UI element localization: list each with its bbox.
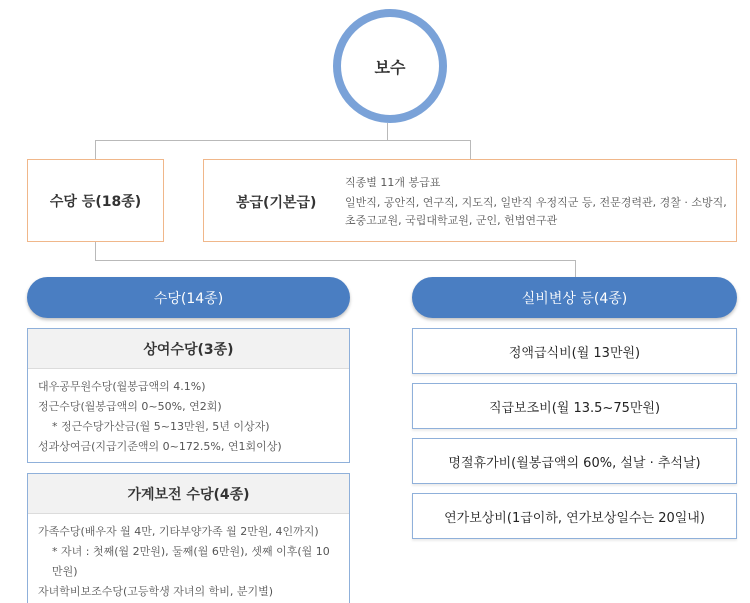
household-allowance-title-bar [28, 474, 349, 514]
salary-box-details [345, 174, 727, 230]
list-item: 대우공무원수당(월봉급액의 4.1%) [38, 380, 206, 393]
connector-to-salary [470, 140, 471, 160]
bonus-allowance-title: 상여수당(3종) [143, 341, 234, 358]
bonus-allowance-panel [27, 328, 350, 463]
expense-header-label: 실비변상 등(4종) [521, 290, 628, 307]
connector-root-down [387, 123, 388, 140]
annual-leave-compensation-label: 연가보상비(1급이하, 연가보상일수는 20일내) [444, 510, 705, 526]
root-node-circle [333, 9, 447, 123]
position-support-box [412, 383, 737, 429]
connector-to-right-header [575, 260, 576, 277]
meal-allowance-box [412, 328, 737, 374]
salary-occupations-line1: 일반직, 공안직, 연구직, 지도직, 일반직 우정직군 등, 전문경력관, 경찰 · 소방직, [345, 196, 727, 209]
connector-mid-horizontal [95, 260, 576, 261]
expense-header-pill [412, 277, 737, 318]
list-item: * 정근수당가산금(월 5~13만원, 5년 이상자) [52, 420, 270, 433]
root-node-label: 보수 [374, 57, 406, 77]
household-allowance-list [28, 514, 349, 602]
bonus-allowance-list [28, 369, 349, 457]
holiday-bonus-box [412, 438, 737, 484]
annual-leave-compensation-box [412, 493, 737, 539]
meal-allowance-label: 정액급식비(월 13만원) [508, 345, 641, 361]
allowance-header-pill [27, 277, 350, 318]
household-allowance-panel [27, 473, 350, 603]
list-item: 성과상여금(지급기준액의 0~172.5%, 연1회이상) [38, 440, 282, 453]
list-item: * 자녀 : 첫째(월 2만원), 둘째(월 6만원), 셋째 이후(월 10만원) [52, 545, 330, 578]
allowance-box-label: 수당 등(18종) [49, 193, 142, 210]
connector-to-allowance [95, 140, 96, 160]
salary-table-count: 직종별 11개 봉급표 [345, 176, 441, 189]
salary-occupations-line2: 초중고교원, 국립대학교원, 군인, 헌법연구관 [345, 214, 558, 227]
list-item: 자녀학비보조수당(고등학생 자녀의 학비, 분기별) [38, 585, 274, 598]
list-item: 가족수당(배우자 월 4만, 기타부양가족 월 2만원, 4인까지) [38, 525, 319, 538]
salary-box-label: 봉급(기본급) [236, 195, 317, 211]
salary-box [203, 159, 737, 242]
holiday-bonus-label: 명절휴가비(월봉급액의 60%, 설날 · 추석날) [448, 455, 701, 471]
connector-top-horizontal [95, 140, 471, 141]
list-item: 정근수당(월봉급액의 0~50%, 연2회) [38, 400, 222, 413]
position-support-label: 직급보조비(월 13.5~75만원) [488, 400, 661, 416]
allowance-box [27, 159, 164, 242]
allowance-header-label: 수당(14종) [153, 290, 224, 307]
household-allowance-title: 가계보전 수당(4종) [127, 486, 250, 503]
bonus-allowance-title-bar [28, 329, 349, 369]
connector-allowance-down [95, 241, 96, 261]
